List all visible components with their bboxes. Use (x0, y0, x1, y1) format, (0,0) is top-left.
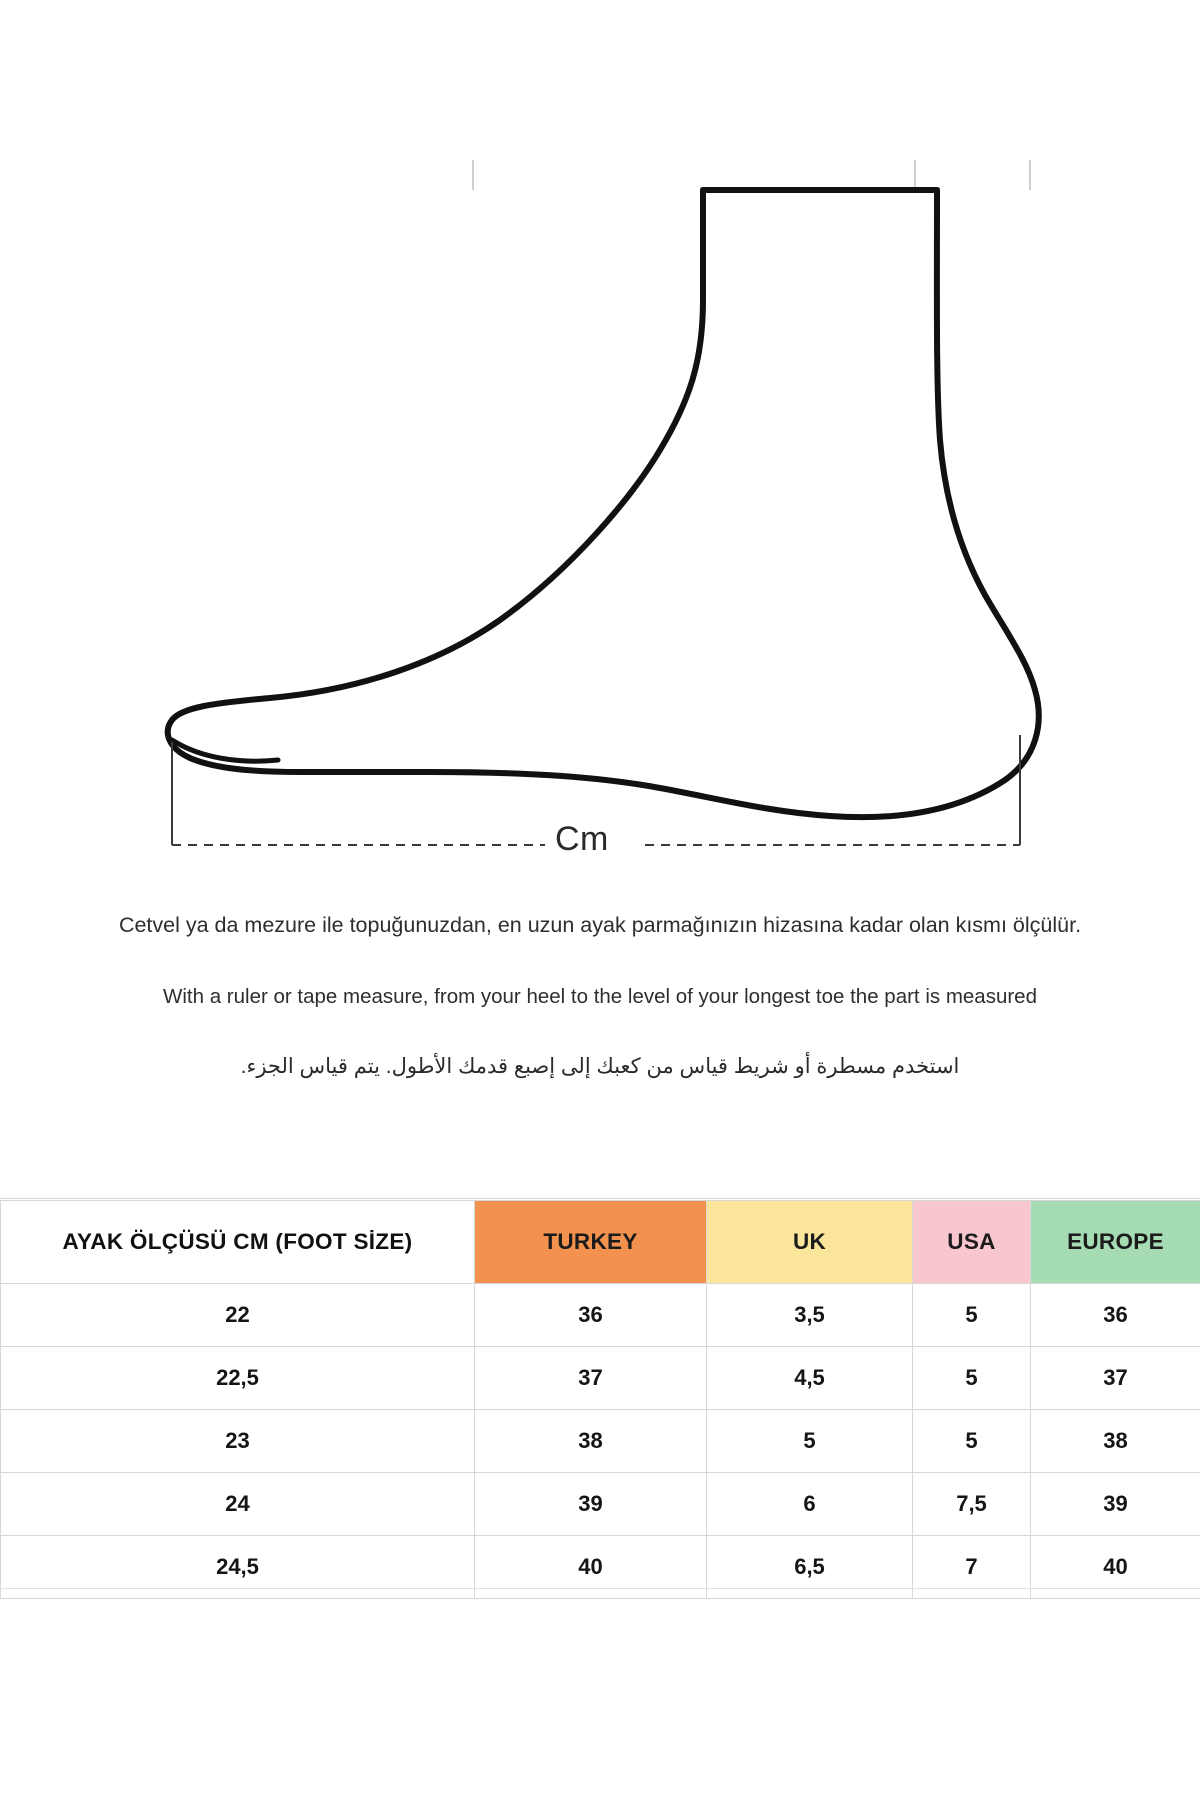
instructions-block (0, 910, 1200, 1082)
cell-uk: 6 (707, 1473, 913, 1536)
table-top-divider (0, 1198, 1200, 1199)
cm-label: Cm (555, 820, 609, 858)
cell-foot-size: 23 (1, 1410, 475, 1473)
cell-turkey: 37 (475, 1347, 707, 1410)
cell-uk: 6,5 (707, 1536, 913, 1599)
cell-foot-size: 24,5 (1, 1536, 475, 1599)
cell-uk: 4,5 (707, 1347, 913, 1410)
cell-usa: 5 (913, 1410, 1031, 1473)
table-row (1, 1473, 1200, 1536)
header-usa: USA (913, 1201, 1031, 1284)
table-header-row (1, 1201, 1200, 1284)
cell-usa: 5 (913, 1284, 1031, 1347)
instruction-english: With a ruler or tape measure, from your heel to the level of your longest toe the part is measured (163, 985, 1037, 1008)
table-row (1, 1536, 1200, 1599)
table-row (1, 1410, 1200, 1473)
cell-europe: 36 (1031, 1284, 1200, 1347)
cell-turkey: 38 (475, 1410, 707, 1473)
instruction-arabic: استخدم مسطرة أو شريط قياس من كعبك إلى إصبع قدمك الأطول. يتم قياس الجزء. (240, 1055, 960, 1078)
cell-europe: 38 (1031, 1410, 1200, 1473)
cell-europe: 39 (1031, 1473, 1200, 1536)
table-bottom-divider (0, 1588, 1200, 1589)
header-uk: UK (707, 1201, 913, 1284)
cell-usa: 5 (913, 1347, 1031, 1410)
table-row (1, 1284, 1200, 1347)
instruction-turkish: Cetvel ya da mezure ile topuğunuzdan, en uzun ayak parmağınızın hizasına kadar olan kısmı ölçülür. (118, 913, 1082, 937)
size-conversion-table (0, 1200, 1200, 1599)
cell-uk: 3,5 (707, 1284, 913, 1347)
cell-turkey: 39 (475, 1473, 707, 1536)
cell-foot-size: 24 (1, 1473, 475, 1536)
table-row (1, 1347, 1200, 1410)
cell-usa: 7,5 (913, 1473, 1031, 1536)
cell-usa: 7 (913, 1536, 1031, 1599)
cell-europe: 40 (1031, 1536, 1200, 1599)
cell-turkey: 36 (475, 1284, 707, 1347)
header-foot-size: AYAK ÖLÇÜSÜ CM (FOOT SİZE) (1, 1201, 475, 1284)
cell-foot-size: 22 (1, 1284, 475, 1347)
cell-europe: 37 (1031, 1347, 1200, 1410)
header-turkey: TURKEY (475, 1201, 707, 1284)
cell-foot-size: 22,5 (1, 1347, 475, 1410)
cell-uk: 5 (707, 1410, 913, 1473)
cell-turkey: 40 (475, 1536, 707, 1599)
header-europe: EUROPE (1031, 1201, 1200, 1284)
